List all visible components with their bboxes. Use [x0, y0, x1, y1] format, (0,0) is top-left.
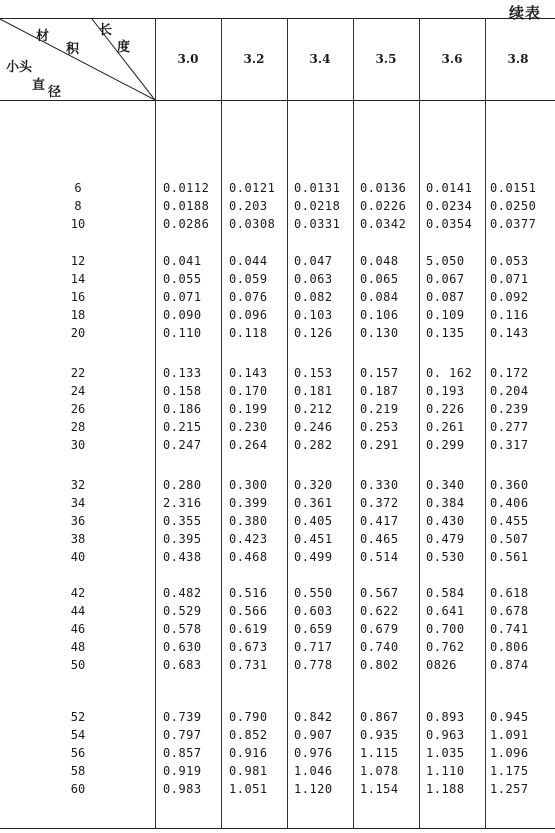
- table-cell: 0.360: [490, 478, 529, 492]
- table-cell: 0.264: [229, 438, 268, 453]
- table-cell: 0.067: [426, 272, 465, 287]
- table-cell: 0.380: [229, 514, 268, 529]
- table-cell: 0.683: [163, 658, 202, 673]
- table-cell: 0.935: [360, 728, 399, 743]
- table-cell: 0.0308: [229, 217, 276, 232]
- table-cell: 0.059: [229, 272, 268, 287]
- table-cell: 0.277: [490, 420, 529, 435]
- table-cell: 1.078: [360, 764, 399, 779]
- table-cell: 0.0342: [360, 217, 407, 232]
- corner-label-diameter-3: 径: [48, 85, 62, 100]
- table-cell: 0.282: [294, 438, 333, 453]
- column-header: 3.5: [375, 52, 397, 66]
- table-cell: 0.226: [426, 402, 465, 417]
- table-cell: 0.567: [360, 586, 399, 600]
- table-cell: 0.468: [229, 550, 268, 565]
- table-cell: 0.084: [360, 290, 399, 305]
- corner-label-diameter-1: 小头: [6, 60, 33, 75]
- table-cell: 0.584: [426, 586, 465, 600]
- row-diameter: 52: [70, 710, 86, 724]
- table-cell: 0.103: [294, 308, 333, 323]
- table-cell: 0.741: [490, 622, 529, 637]
- table-cell: 0.143: [229, 366, 268, 380]
- table-cell: 0.130: [360, 326, 399, 341]
- table-cell: 0.0234: [426, 199, 473, 214]
- table-cell: 0.082: [294, 290, 333, 305]
- table-cell: 0.044: [229, 254, 268, 268]
- column-divider: [287, 19, 288, 828]
- row-diameter: 40: [70, 550, 86, 565]
- table-cell: 0.340: [426, 478, 465, 492]
- table-cell: 0.530: [426, 550, 465, 565]
- table-cell: 2.316: [163, 496, 202, 511]
- table-cell: 0.919: [163, 764, 202, 779]
- column-divider: [353, 19, 354, 828]
- table-cell: 0.395: [163, 532, 202, 547]
- table-cell: 0.529: [163, 604, 202, 619]
- table-cell: 0.603: [294, 604, 333, 619]
- row-diameter: 60: [70, 782, 86, 797]
- column-header: 3.6: [441, 52, 463, 66]
- table-cell: 0.399: [229, 496, 268, 511]
- table-cell: 0.430: [426, 514, 465, 529]
- table-cell: 0.622: [360, 604, 399, 619]
- table-cell: 0. 162: [426, 366, 473, 380]
- table-header-rule: [0, 100, 555, 101]
- table-cell: 0.203: [229, 199, 268, 214]
- table-cell: 0.0286: [163, 217, 210, 232]
- table-cell: 1.096: [490, 746, 529, 761]
- table-cell: 0.047: [294, 254, 333, 268]
- table-cell: 0.055: [163, 272, 202, 287]
- table-cell: 0.247: [163, 438, 202, 453]
- table-cell: 0.417: [360, 514, 399, 529]
- table-cell: 0.465: [360, 532, 399, 547]
- table-cell: 0.945: [490, 710, 529, 724]
- table-cell: 0.092: [490, 290, 529, 305]
- row-diameter: 34: [70, 496, 86, 511]
- table-cell: 0.762: [426, 640, 465, 655]
- table-cell: 1.051: [229, 782, 268, 797]
- table-cell: 0.0112: [163, 181, 210, 195]
- table-cell: 0.0226: [360, 199, 407, 214]
- table-cell: 0.0121: [229, 181, 276, 195]
- row-diameter: 26: [70, 402, 86, 417]
- table-cell: 0.063: [294, 272, 333, 287]
- table-cell: 0.0131: [294, 181, 341, 195]
- column-divider: [419, 19, 420, 828]
- table-cell: 0.118: [229, 326, 268, 341]
- table-cell: 0.212: [294, 402, 333, 417]
- table-cell: 0.299: [426, 438, 465, 453]
- table-cell: 0.300: [229, 478, 268, 492]
- row-diameter: 32: [70, 478, 86, 492]
- corner-label-diameter-2: 直: [32, 78, 46, 93]
- row-diameter: 18: [70, 308, 86, 323]
- table-cell: 0.740: [360, 640, 399, 655]
- corner-label-length-2: 度: [117, 40, 131, 55]
- table-cell: 0.641: [426, 604, 465, 619]
- table-cell: 0.566: [229, 604, 268, 619]
- row-diameter: 54: [70, 728, 86, 743]
- table-cell: 0.659: [294, 622, 333, 637]
- table-cell: 0.280: [163, 478, 202, 492]
- row-diameter: 30: [70, 438, 86, 453]
- table-cell: 0.0331: [294, 217, 341, 232]
- table-cell: 0.0377: [490, 217, 537, 232]
- table-cell: 5.050: [426, 254, 465, 268]
- table-cell: 0.455: [490, 514, 529, 529]
- table-cell: 0.110: [163, 326, 202, 341]
- column-header: 3.2: [243, 52, 265, 66]
- table-cell: 0.963: [426, 728, 465, 743]
- table-cell: 0.0218: [294, 199, 341, 214]
- table-cell: 0.215: [163, 420, 202, 435]
- table-cell: 0.516: [229, 586, 268, 600]
- table-cell: 0.867: [360, 710, 399, 724]
- table-cell: 0.678: [490, 604, 529, 619]
- table-cell: 0.550: [294, 586, 333, 600]
- continued-table-label: 续表: [508, 4, 541, 22]
- row-diameter: 6: [74, 181, 82, 195]
- table-cell: 0.170: [229, 384, 268, 399]
- table-cell: 0.983: [163, 782, 202, 797]
- table-cell: 0.679: [360, 622, 399, 637]
- table-cell: 0.717: [294, 640, 333, 655]
- table-cell: 0.423: [229, 532, 268, 547]
- table-cell: 0.071: [163, 290, 202, 305]
- table-cell: 1.154: [360, 782, 399, 797]
- table-cell: 0.790: [229, 710, 268, 724]
- table-cell: 0.219: [360, 402, 399, 417]
- table-cell: 0.096: [229, 308, 268, 323]
- table-cell: 0.976: [294, 746, 333, 761]
- column-header: 3.4: [309, 52, 331, 66]
- table-cell: 0.246: [294, 420, 333, 435]
- row-diameter: 24: [70, 384, 86, 399]
- table-cell: 0.048: [360, 254, 399, 268]
- table-cell: 0.158: [163, 384, 202, 399]
- column-divider: [155, 19, 156, 828]
- table-cell: 0.087: [426, 290, 465, 305]
- table-cell: 0.186: [163, 402, 202, 417]
- table-cell: 1.175: [490, 764, 529, 779]
- table-cell: 0.261: [426, 420, 465, 435]
- table-cell: 0.0151: [490, 181, 537, 195]
- table-cell: 0.0136: [360, 181, 407, 195]
- table-cell: 0.372: [360, 496, 399, 511]
- table-cell: 0.514: [360, 550, 399, 565]
- table-cell: 0.172: [490, 366, 529, 380]
- table-bottom-rule: [0, 828, 555, 829]
- table-cell: 0.143: [490, 326, 529, 341]
- table-cell: 0.802: [360, 658, 399, 673]
- table-cell: 0.204: [490, 384, 529, 399]
- table-cell: 0.797: [163, 728, 202, 743]
- table-cell: 1.035: [426, 746, 465, 761]
- row-diameter: 12: [70, 254, 86, 268]
- row-diameter: 48: [70, 640, 86, 655]
- row-diameter: 38: [70, 532, 86, 547]
- table-cell: 1.115: [360, 746, 399, 761]
- table-cell: 1.091: [490, 728, 529, 743]
- row-diameter: 36: [70, 514, 86, 529]
- table-cell: 0.106: [360, 308, 399, 323]
- row-diameter: 42: [70, 586, 86, 600]
- table-cell: 0.0141: [426, 181, 473, 195]
- table-cell: 0.076: [229, 290, 268, 305]
- table-cell: 0.731: [229, 658, 268, 673]
- table-cell: 0.157: [360, 366, 399, 380]
- row-diameter: 8: [74, 199, 82, 214]
- column-header: 3.8: [507, 52, 529, 66]
- table-cell: 0.561: [490, 550, 529, 565]
- table-cell: 0.778: [294, 658, 333, 673]
- table-cell: 0.181: [294, 384, 333, 399]
- table-cell: 0.700: [426, 622, 465, 637]
- table-cell: 0.673: [229, 640, 268, 655]
- table-cell: 0.619: [229, 622, 268, 637]
- table-cell: 0.893: [426, 710, 465, 724]
- table-cell: 1.188: [426, 782, 465, 797]
- table-cell: 0.090: [163, 308, 202, 323]
- row-diameter: 16: [70, 290, 86, 305]
- table-cell: 1.110: [426, 764, 465, 779]
- row-diameter: 56: [70, 746, 86, 761]
- table-cell: 0.482: [163, 586, 202, 600]
- table-cell: 0826: [426, 658, 457, 673]
- corner-label-volume-1: 材: [36, 29, 50, 44]
- table-cell: 0.907: [294, 728, 333, 743]
- table-cell: 0.0354: [426, 217, 473, 232]
- row-diameter: 46: [70, 622, 86, 637]
- table-cell: 0.981: [229, 764, 268, 779]
- table-cell: 0.230: [229, 420, 268, 435]
- table-cell: 0.199: [229, 402, 268, 417]
- table-cell: 0.109: [426, 308, 465, 323]
- table-cell: 1.120: [294, 782, 333, 797]
- table-cell: 0.499: [294, 550, 333, 565]
- table-cell: 0.330: [360, 478, 399, 492]
- table-cell: 0.041: [163, 254, 202, 268]
- row-diameter: 58: [70, 764, 86, 779]
- table-cell: 0.361: [294, 496, 333, 511]
- table-cell: 0.451: [294, 532, 333, 547]
- row-diameter: 22: [70, 366, 86, 380]
- row-diameter: 44: [70, 604, 86, 619]
- row-diameter: 50: [70, 658, 86, 673]
- table-cell: 0.479: [426, 532, 465, 547]
- table-cell: 0.438: [163, 550, 202, 565]
- table-cell: 0.630: [163, 640, 202, 655]
- table-cell: 0.578: [163, 622, 202, 637]
- table-cell: 0.405: [294, 514, 333, 529]
- column-divider: [221, 19, 222, 828]
- column-divider: [485, 19, 486, 828]
- table-cell: 0.253: [360, 420, 399, 435]
- table-cell: 0.053: [490, 254, 529, 268]
- table-cell: 0.116: [490, 308, 529, 323]
- table-cell: 0.0250: [490, 199, 537, 214]
- table-cell: 1.046: [294, 764, 333, 779]
- table-cell: 0.806: [490, 640, 529, 655]
- table-cell: 0.852: [229, 728, 268, 743]
- table-cell: 0.320: [294, 478, 333, 492]
- row-diameter: 14: [70, 272, 86, 287]
- table-cell: 0.126: [294, 326, 333, 341]
- corner-label-volume-2: 积: [66, 42, 80, 57]
- table-cell: 0.239: [490, 402, 529, 417]
- table-cell: 0.842: [294, 710, 333, 724]
- table-cell: 0.916: [229, 746, 268, 761]
- corner-label-length-1: 长: [99, 23, 113, 38]
- table-cell: 0.291: [360, 438, 399, 453]
- table-cell: 0.187: [360, 384, 399, 399]
- table-cell: 0.618: [490, 586, 529, 600]
- table-cell: 0.135: [426, 326, 465, 341]
- table-cell: 0.317: [490, 438, 529, 453]
- table-cell: 0.739: [163, 710, 202, 724]
- table-cell: 0.133: [163, 366, 202, 380]
- table-cell: 0.071: [490, 272, 529, 287]
- table-cell: 1.257: [490, 782, 529, 797]
- column-header: 3.0: [177, 52, 199, 66]
- table-cell: 0.355: [163, 514, 202, 529]
- table-cell: 0.507: [490, 532, 529, 547]
- row-diameter: 20: [70, 326, 86, 341]
- row-diameter: 28: [70, 420, 86, 435]
- table-cell: 0.384: [426, 496, 465, 511]
- table-cell: 0.406: [490, 496, 529, 511]
- table-cell: 0.0188: [163, 199, 210, 214]
- table-cell: 0.874: [490, 658, 529, 673]
- corner-header-cell: [0, 19, 155, 100]
- row-diameter: 10: [70, 217, 86, 232]
- table-cell: 0.065: [360, 272, 399, 287]
- table-cell: 0.857: [163, 746, 202, 761]
- table-cell: 0.193: [426, 384, 465, 399]
- table-cell: 0.153: [294, 366, 333, 380]
